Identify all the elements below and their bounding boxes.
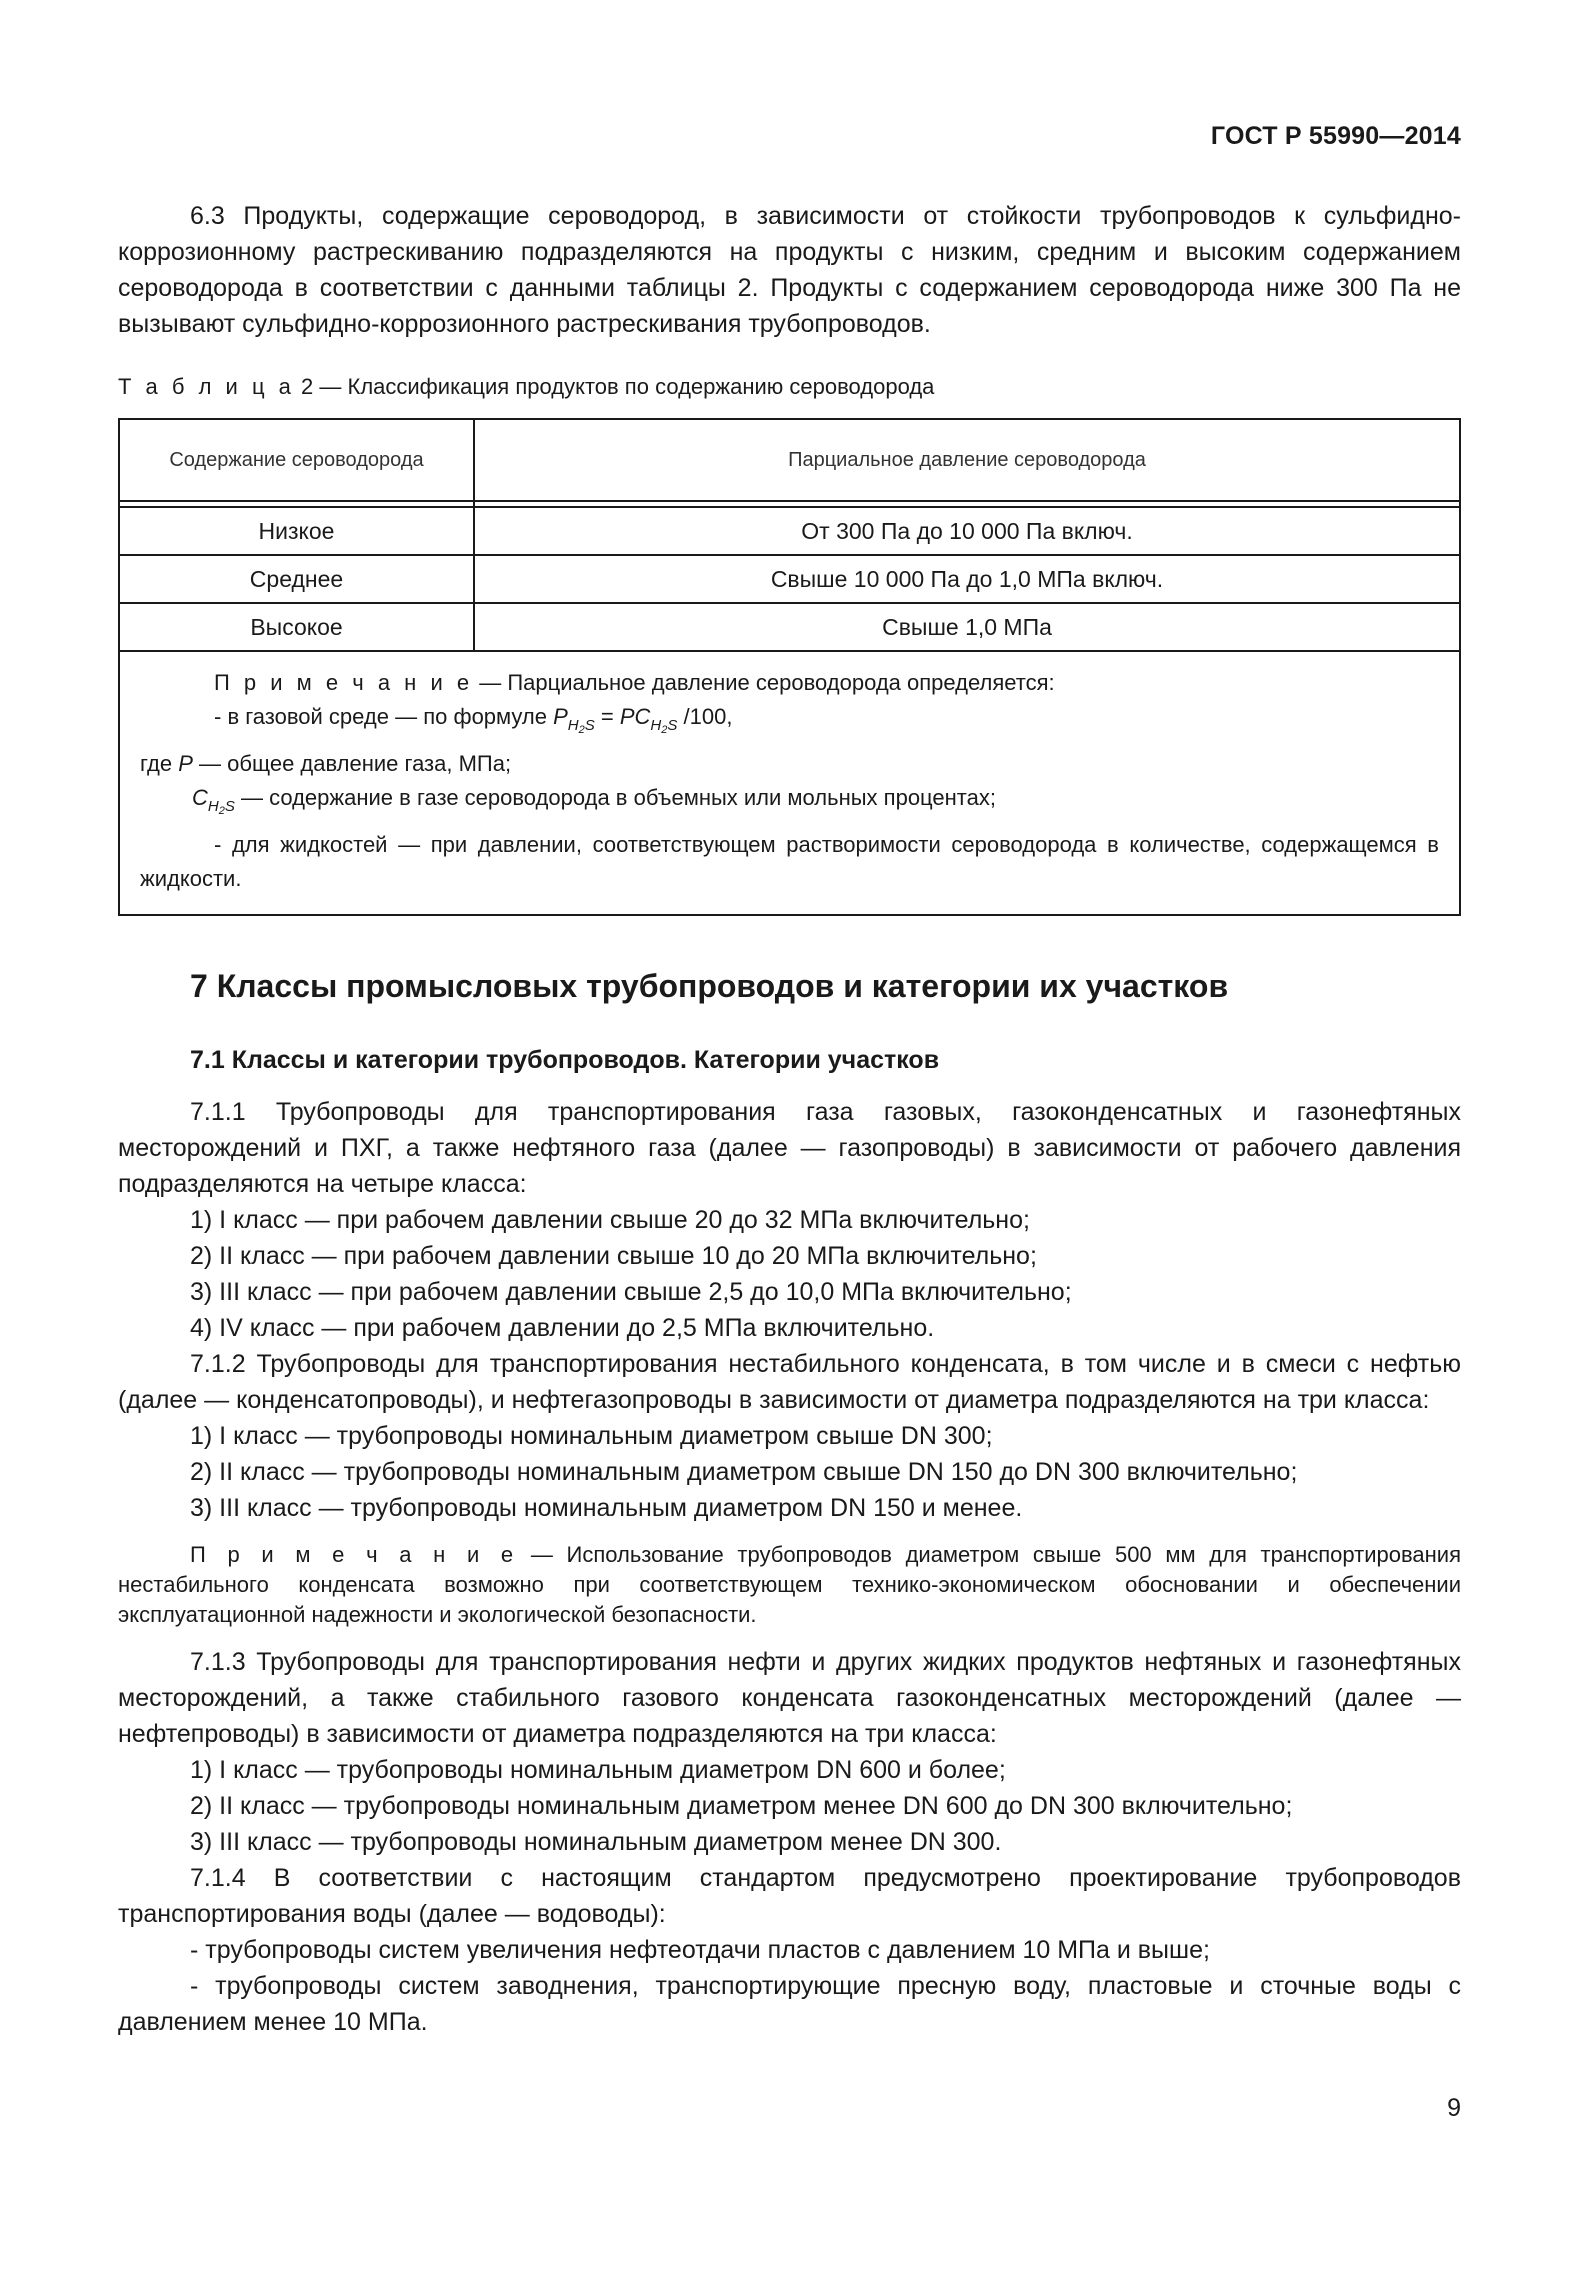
list-item: 4) IV класс — при рабочем давлении до 2,5 МПа включительно. (190, 1314, 935, 1342)
table-note (119, 651, 1460, 915)
note-where-prefix: где (140, 751, 179, 776)
table-row (119, 507, 1460, 555)
note-7-1-2 (118, 1540, 1461, 1630)
list-item: - трубопроводы систем увеличения нефтеотдачи пластов с давлением 10 МПа и выше; (190, 1936, 1210, 1964)
list-item: 2) II класс — при рабочем давлении свыше 10 до 20 МПа включительно; (190, 1242, 1037, 1270)
table-header-pressure: Парциальное давление сероводорода (474, 419, 1460, 501)
note-where-p: P (178, 751, 193, 776)
paragraph-7-1-4: 7.1.4 В соответствии с настоящим стандартом предусмотрено проектирование трубопроводов транспортирования воды (далее — водоводы): (118, 1864, 1461, 1928)
list-item: 2) II класс — трубопроводы номинальным диаметром свыше DN 150 до DN 300 включительно; (190, 1458, 1298, 1486)
note-c-sub: H2S (207, 798, 235, 817)
formula-tail: /100, (677, 704, 733, 729)
list-item: 1) I класс — трубопроводы номинальным диаметром DN 600 и более; (190, 1756, 1006, 1784)
table-header-content: Содержание сероводорода (119, 419, 474, 501)
note-c-symbol: C (192, 785, 208, 810)
section-7-title: 7 Классы промысловых трубопроводов и категории их участков (190, 968, 1229, 1004)
note-concentration (140, 781, 1439, 828)
list-item: 1) I класс — при рабочем давлении свыше 20 до 32 МПа включительно; (190, 1206, 1030, 1234)
paragraph-7-1-3: 7.1.3 Трубопроводы для транспортирования нефти и других жидких продуктов нефтяных и газонефтяных месторождений, а также стабильного газового конденсата газоконденсатных месторождений (далее — нефтепроводы) в зависимости от диаметра подразделяются на три класса: (118, 1648, 1461, 1748)
paragraph-7-1-2: 7.1.2 Трубопроводы для транспортирования нестабильного конденсата, в том числе и в смеси с нефтью (далее — конденсатопроводы), и нефтегазопроводы в зависимости от диаметра подразделяются на три класса: (118, 1350, 1461, 1414)
note-label: П р и м е ч а н и е (190, 1542, 518, 1567)
table-row (119, 555, 1460, 603)
note-gas-text: - в газовой среде — по формуле (214, 704, 554, 729)
formula-pc: PC (619, 704, 651, 729)
note-text: — Использование трубопроводов диаметром свыше 500 мм для транспортирования нестабильного конденсата возможно при соответствующем технико-экономическом обосновании и обеспечении эксплуатационной надежности и экологической безопасности. (118, 1542, 1461, 1627)
note-where-text: — общее давление газа, МПа; (192, 751, 512, 776)
table-cell-level: Среднее (119, 555, 474, 603)
page-number: 9 (1447, 2094, 1461, 2122)
note-where (140, 747, 1439, 781)
table-2 (118, 418, 1461, 916)
table-row (119, 603, 1460, 651)
section-7-1-title: 7.1 Классы и категории трубопроводов. Категории участков (190, 1046, 940, 1074)
table-note-row (119, 651, 1460, 915)
note-intro-text: — Парциальное давление сероводорода определяется: (473, 670, 1055, 695)
section-7-1-body (118, 1094, 1461, 2040)
table-caption (118, 372, 1461, 402)
document-id: ГОСТ Р 55990—2014 (1210, 122, 1461, 150)
list-item: 3) III класс — трубопроводы номинальным диаметром менее DN 300. (190, 1828, 1002, 1856)
formula-sub: H2S (567, 717, 595, 736)
list-item: 3) III класс — трубопроводы номинальным диаметром DN 150 и менее. (190, 1494, 1023, 1522)
table-cell-pressure: Свыше 1,0 МПа (474, 603, 1460, 651)
list-item: 3) III класс — при рабочем давлении свыше 2,5 до 10,0 МПа включительно; (190, 1278, 1072, 1306)
note-c-text: — содержание в газе сероводорода в объемных или мольных процентах; (234, 785, 996, 810)
table-caption-text: 2 — Классификация продуктов по содержанию сероводорода (301, 374, 935, 399)
list-item-wrapped: - трубопроводы систем заводнения, транспортирующие пресную воду, пластовые и сточные воды с давлением менее 10 МПа. (118, 1972, 1461, 2036)
note-liquid: - для жидкостей — при давлении, соответствующем растворимости сероводорода в количестве, содержащемся в жидкости. (140, 832, 1439, 891)
table-header-row (119, 419, 1460, 501)
formula-sub: H2S (650, 717, 678, 736)
paragraph-7-1-1: 7.1.1 Трубопроводы для транспортирования газа газовых, газоконденсатных и газонефтяных месторождений и ПХГ, а также нефтяного газа (далее — газопроводы) в зависимости от рабочего давления подразделяются на четыре класса: (118, 1098, 1461, 1198)
paragraph-6-3 (118, 198, 1461, 342)
formula-p: P (553, 704, 568, 729)
table-cell-level: Высокое (119, 603, 474, 651)
formula-eq: = (594, 704, 620, 729)
table-cell-pressure: Свыше 10 000 Па до 1,0 МПа включ. (474, 555, 1460, 603)
note-intro (140, 666, 1439, 700)
table-cell-level: Низкое (119, 507, 474, 555)
note-label: П р и м е ч а н и е (214, 670, 474, 695)
list-item: 1) I класс — трубопроводы номинальным диаметром свыше DN 300; (190, 1422, 993, 1450)
note-gas-formula (140, 700, 1439, 747)
table-caption-prefix: Т а б л и ц а (118, 374, 295, 399)
list-item: 2) II класс — трубопроводы номинальным диаметром менее DN 600 до DN 300 включительно; (190, 1792, 1293, 1820)
paragraph-text: 6.3 Продукты, содержащие сероводород, в зависимости от стойкости трубопроводов к сульфидно-коррозионному растрескиванию подразделяются на продукты с низким, средним и высоким содержанием сероводорода в соответствии с данными таблицы 2. Продукты с содержанием сероводорода ниже 300 Па не вызывают сульфидно-коррозионного растрескивания трубопроводов. (118, 202, 1461, 338)
table-cell-pressure: От 300 Па до 10 000 Па включ. (474, 507, 1460, 555)
